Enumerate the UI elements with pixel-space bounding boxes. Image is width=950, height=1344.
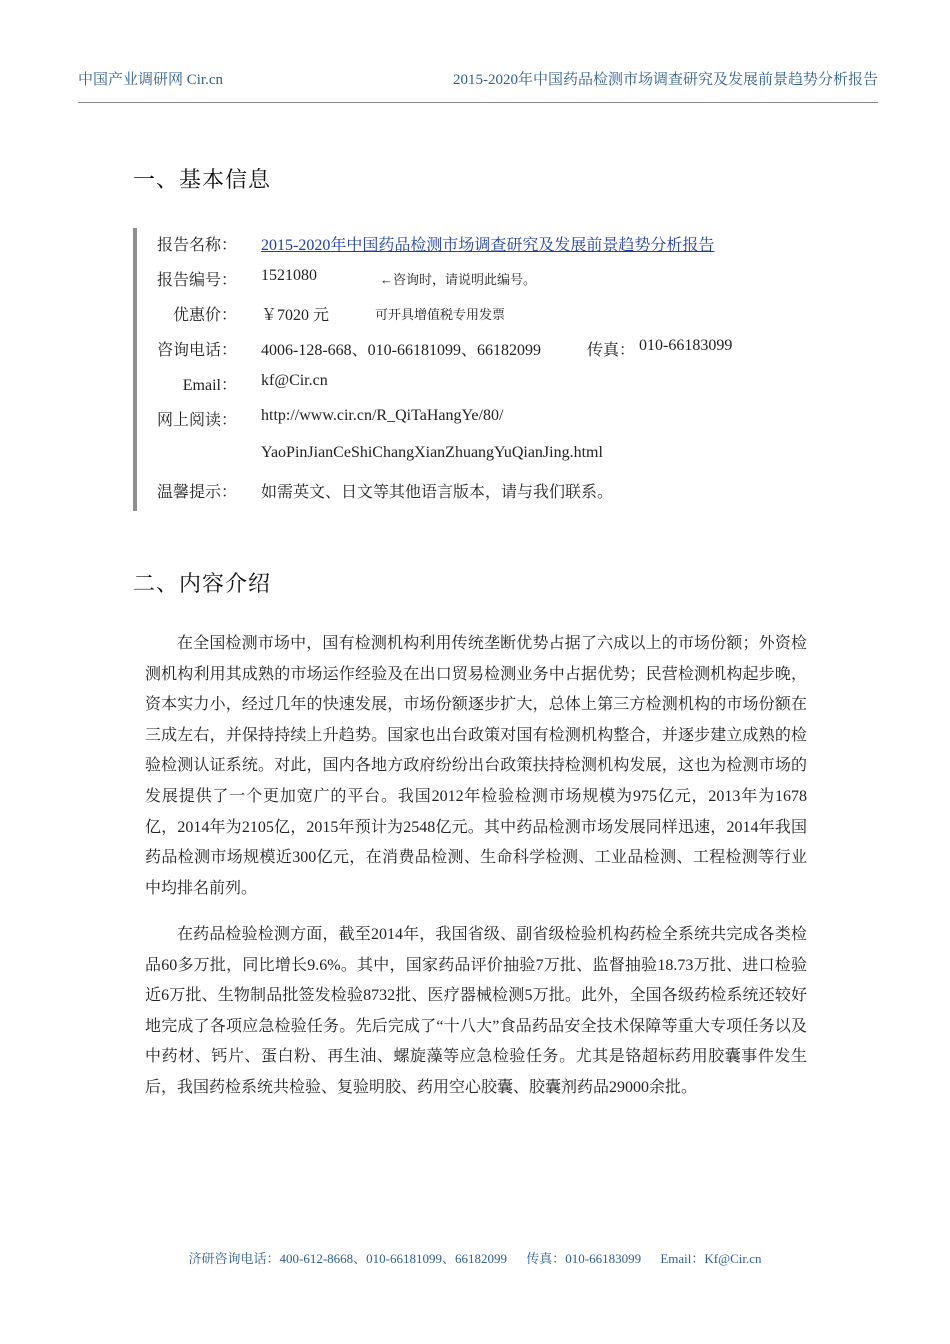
footer-fax: 传真：010-66183099 [526,1251,642,1266]
online-url-line-1[interactable]: http://www.cir.cn/R_QiTaHangYe/80/ [261,407,504,424]
report-no-label: 报告编号： [156,272,237,289]
report-no-note: ←咨询时，请说明此编号。 [380,272,537,287]
footer-phone: 济研咨询电话：400-612-8668、010-66181099、66182099 [188,1251,507,1266]
price-value: ￥7020 元 [261,307,330,324]
section-title-content: 二、内容介绍 [133,572,272,597]
email-label: Email： [182,377,237,394]
header-report-title: 2015-2020年中国药品检测市场调查研究及发展前景趋势分析报告 [453,72,878,88]
report-no-value: 1521080 [261,267,317,284]
header-site-name[interactable]: 中国产业调研网 Cir.cn [78,72,223,88]
page-footer [0,1248,950,1267]
price-label: 优惠价： [172,307,237,324]
price-note: 可开具增值税专用发票 [375,307,506,322]
report-name-label: 报告名称： [156,237,237,254]
info-block [133,228,777,511]
report-name-link[interactable]: 2015-2020年中国药品检测市场调查研究及发展前景趋势分析报告 [261,237,715,254]
footer-email[interactable]: Email：Kf@Cir.cn [660,1251,762,1266]
fax-value: 010-66183099 [639,337,733,354]
online-url-line-2[interactable]: YaoPinJianCeShiChangXianZhuangYuQianJing.html [261,444,603,461]
online-label: 网上阅读： [156,412,237,429]
tip-label: 温馨提示： [156,484,237,501]
tip-value: 如需英文、日文等其他语言版本，请与我们联系。 [261,484,614,501]
page-header [78,66,878,103]
phone-label: 咨询电话： [156,342,237,359]
content-paragraph-2: 在药品检验检测方面，截至2014年，我国省级、副省级检验机构药检全系统共完成各类检品60多万批，同比增长9.6%。其中，国家药品评价抽验7万批、监督抽验18.73万批、进口检验近6万批、生物制品批签发检验8732批、医疗器械检测5万批。此外，全国各级药检系统还较好地完成了各项应急检验任务。先后完成了“十八大”食品药品安全技术保障等重大专项任务以及中药材、钙片、蛋白粉、再生油、螺旋藻等应急检验任务。尤其是铬超标药用胶囊事件发生后，我国药检系统共检验、复验明胶、药用空心胶囊、胶囊剂药品29000余批。 [145,926,807,1096]
content-paragraph-1: 在全国检测市场中，国有检测机构利用传统垄断优势占据了六成以上的市场份额；外资检测机构利用其成熟的市场运作经验及在出口贸易检测业务中占据优势；民营检测机构起步晚，资本实力小，经过几年的快速发展，市场份额逐步扩大，总体上第三方检测机构的市场份额在三成左右，并保持持续上升趋势。国家也出台政策对国有检测机构整合，并逐步建立成熟的检验检测认证系统。对此，国内各地方政府纷纷出台政策扶持检测机构发展，这也为检测市场的发展提供了一个更加宽广的平台。我国2012年检验检测市场规模为975亿元，2013年为1678亿，2014年为2105亿，2015年预计为2548亿元。其中药品检测市场发展同样迅速，2014年我国药品检测市场规模近300亿元，在消费品检测、生命科学检测、工业品检测、工程检测等行业中均排名前列。 [145,635,807,897]
email-value[interactable]: kf@Cir.cn [261,372,328,389]
fax-label: 传真： [587,342,636,359]
section-title-basic-info: 一、基本信息 [133,168,272,193]
phone-value: 4006-128-668、010-66181099、66182099 [261,342,541,359]
